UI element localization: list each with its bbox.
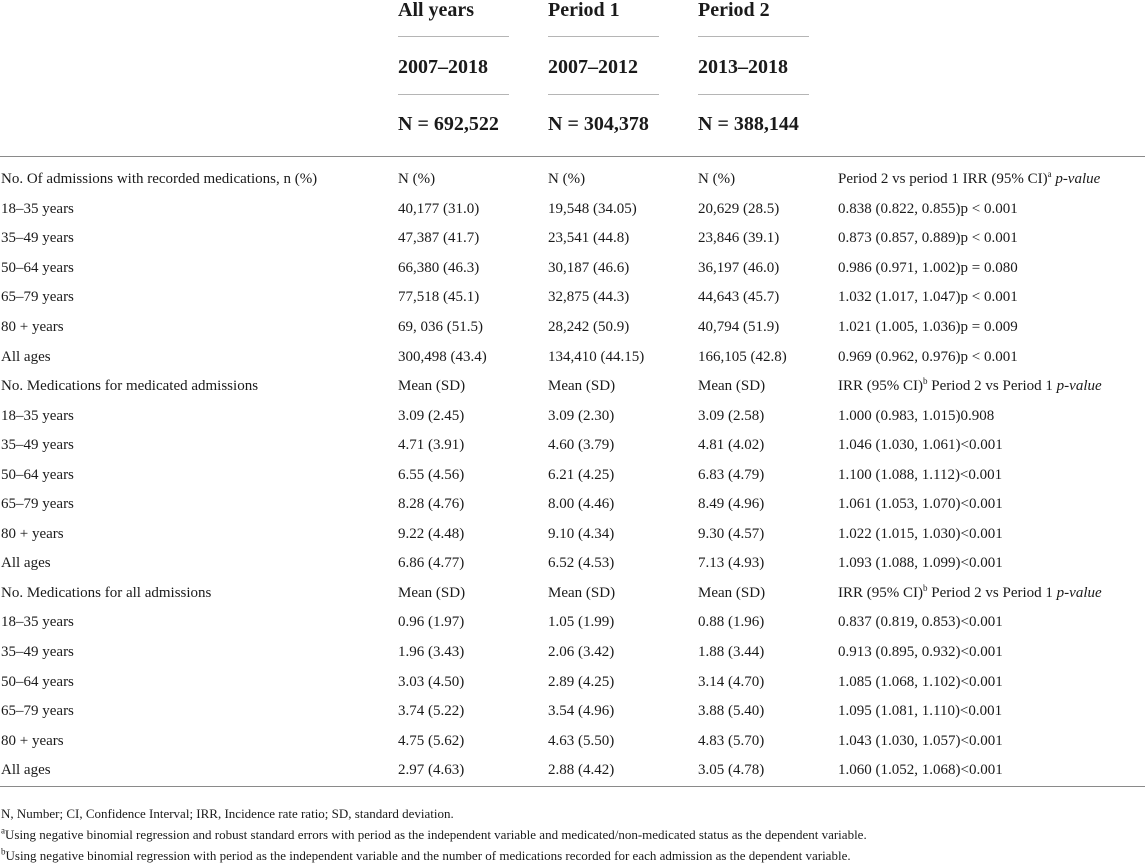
row-label: 18–35 years	[1, 614, 74, 631]
footnote-b-mark: b	[1, 846, 6, 857]
irr-header-text: Period 2 vs Period 1	[927, 584, 1057, 601]
row-label: 80 + years	[1, 732, 64, 749]
footnote-ref: b	[923, 582, 928, 593]
period1-value: 2.89 (4.25)	[548, 673, 615, 690]
period1-value: 32,875 (44.3)	[548, 289, 630, 306]
period1-value: 30,187 (46.6)	[548, 259, 630, 276]
period1-value: 28,242 (50.9)	[548, 319, 630, 335]
row-label: 35–49 years	[1, 230, 74, 247]
header-period2-n: N = 388,144	[698, 113, 799, 135]
all-years-value: 47,387 (41.7)	[398, 230, 480, 247]
irr-value: 1.022 (1.015, 1.030)<0.001	[838, 525, 1003, 542]
period2-value: 166,105 (42.8)	[698, 348, 787, 365]
period2-value: 4.83 (5.70)	[698, 732, 765, 749]
irr-value: 1.061 (1.053, 1.070)<0.001	[838, 496, 1003, 513]
all-years-value: 0.96 (1.97)	[398, 614, 465, 631]
table-row	[0, 756, 1145, 786]
irr-header-text: IRR (95% CI)	[838, 378, 923, 395]
row-label: 35–49 years	[1, 437, 74, 454]
period2-value: 7.13 (4.93)	[698, 555, 765, 572]
all-years-value: 3.03 (4.50)	[398, 673, 465, 690]
header-divider	[698, 94, 809, 95]
column-measure: N (%)	[398, 171, 436, 188]
section-header-row	[0, 372, 1145, 402]
table-row	[0, 667, 1145, 697]
header-all-years-period: 2007–2018	[398, 56, 488, 78]
all-years-value: 4.71 (3.91)	[398, 437, 465, 454]
footnote-ref: a	[1047, 169, 1052, 180]
section-label: No. Medications for all admissions	[1, 584, 212, 601]
irr-value: 1.021 (1.005, 1.036)p = 0.009	[838, 319, 1018, 335]
row-label: All ages	[1, 762, 51, 779]
header-all-years-title: All years	[398, 0, 475, 21]
irr-column-header	[838, 579, 1145, 609]
header-period1-period: 2007–2012	[548, 56, 638, 78]
irr-value: 1.043 (1.030, 1.057)<0.001	[838, 732, 1003, 749]
period1-value: 134,410 (44.15)	[548, 348, 645, 365]
period1-value: 4.63 (5.50)	[548, 732, 615, 749]
footnote-ref: b	[923, 376, 928, 387]
table-row	[0, 254, 1145, 284]
all-years-value: 66,380 (46.3)	[398, 259, 480, 276]
irr-value: 1.100 (1.088, 1.112)<0.001	[838, 466, 1003, 483]
table-row	[0, 342, 1145, 372]
period2-value: 1.88 (3.44)	[698, 644, 765, 661]
header-period1-n: N = 304,378	[548, 113, 649, 135]
table-row	[0, 520, 1145, 550]
column-measure: Mean (SD)	[548, 584, 616, 601]
all-years-value: 3.09 (2.45)	[398, 407, 465, 424]
irr-column-header	[838, 372, 1145, 402]
period1-value: 6.52 (4.53)	[548, 555, 615, 572]
irr-value: 1.000 (0.983, 1.015)0.908	[838, 407, 995, 424]
period2-value: 44,643 (45.7)	[698, 289, 780, 306]
period2-value: 9.30 (4.57)	[698, 525, 765, 542]
period2-value: 20,629 (28.5)	[698, 200, 780, 217]
header-period2-title: Period 2	[698, 0, 770, 21]
all-years-value: 8.28 (4.76)	[398, 496, 465, 513]
row-label: 65–79 years	[1, 289, 74, 306]
data-table	[0, 165, 1145, 785]
section-label: No. Of admissions with recorded medications, n (%)	[1, 171, 318, 188]
table-row	[0, 490, 1145, 520]
row-label: All ages	[1, 555, 51, 572]
row-label: 50–64 years	[1, 673, 74, 690]
table-row	[0, 195, 1145, 225]
column-measure: Mean (SD)	[398, 378, 466, 395]
irr-value: 1.046 (1.030, 1.061)<0.001	[838, 437, 1003, 454]
period2-value: 3.09 (2.58)	[698, 407, 765, 424]
irr-value: 1.085 (1.068, 1.102)<0.001	[838, 673, 1003, 690]
table-bottom-rule	[0, 786, 1145, 787]
column-measure: Mean (SD)	[398, 584, 466, 601]
footnote-a	[1, 824, 867, 845]
table-row	[0, 283, 1145, 313]
irr-value: 0.838 (0.822, 0.855)p < 0.001	[838, 200, 1018, 217]
footnote-a-mark: a	[1, 825, 5, 836]
p-value-label: p-value	[1056, 378, 1102, 395]
period1-value: 2.06 (3.42)	[548, 644, 615, 661]
footnote-b-text: Using negative binomial regression with period as the independent variable and the number of medications recorded for each admission as the dependent variable.	[5, 848, 851, 863]
irr-value: 1.032 (1.017, 1.047)p < 0.001	[838, 289, 1018, 306]
irr-value: 0.873 (0.857, 0.889)p < 0.001	[838, 230, 1018, 247]
table-row	[0, 697, 1145, 727]
table-row	[0, 608, 1145, 638]
row-label: 18–35 years	[1, 407, 74, 424]
period2-value: 3.88 (5.40)	[698, 703, 765, 720]
footnote-a-text: Using negative binomial regression and robust standard errors with period as the independent variable and medicated/non-medicated status as the dependent variable.	[5, 827, 867, 842]
period2-value: 3.14 (4.70)	[698, 673, 765, 690]
irr-value: 0.986 (0.971, 1.002)p = 0.080	[838, 259, 1018, 276]
table-row	[0, 313, 1145, 343]
table-row	[0, 431, 1145, 461]
all-years-value: 6.86 (4.77)	[398, 555, 465, 572]
header-rule	[0, 156, 1145, 157]
table-row	[0, 549, 1145, 579]
row-label: 80 + years	[1, 525, 64, 542]
header-period2-period: 2013–2018	[698, 56, 788, 78]
header-divider	[698, 36, 809, 37]
header-divider	[398, 94, 509, 95]
period2-value: 23,846 (39.1)	[698, 230, 780, 247]
table-row	[0, 726, 1145, 756]
header-divider	[548, 36, 659, 37]
period1-value: 1.05 (1.99)	[548, 614, 615, 631]
all-years-value: 77,518 (45.1)	[398, 289, 480, 306]
irr-value: 0.913 (0.895, 0.932)<0.001	[838, 644, 1003, 661]
section-label: No. Medications for medicated admissions	[1, 378, 259, 395]
section-header-row	[0, 165, 1145, 195]
row-label: 65–79 years	[1, 496, 74, 513]
irr-header-text: Period 2 vs Period 1	[927, 378, 1057, 395]
period2-value: 4.81 (4.02)	[698, 437, 765, 454]
footnote-abbreviations: N, Number; CI, Confidence Interval; IRR, Incidence rate ratio; SD, standard deviation.	[1, 806, 454, 821]
row-label: 65–79 years	[1, 703, 74, 720]
row-label: 35–49 years	[1, 644, 74, 661]
all-years-value: 300,498 (43.4)	[398, 348, 487, 365]
header-all-years-n: N = 692,522	[398, 113, 499, 135]
period1-value: 3.09 (2.30)	[548, 407, 615, 424]
column-measure: Mean (SD)	[698, 378, 766, 395]
all-years-value: 3.74 (5.22)	[398, 703, 465, 720]
period1-value: 4.60 (3.79)	[548, 437, 615, 454]
period2-value: 8.49 (4.96)	[698, 496, 765, 513]
period1-value: 6.21 (4.25)	[548, 466, 615, 483]
all-years-value: 1.96 (3.43)	[398, 644, 465, 661]
period2-value: 36,197 (46.0)	[698, 259, 780, 276]
row-label: 50–64 years	[1, 466, 74, 483]
all-years-value: 69, 036 (51.5)	[398, 319, 483, 335]
all-years-value: 2.97 (4.63)	[398, 762, 465, 779]
p-value-label: p-value	[1055, 171, 1101, 188]
header-divider	[548, 94, 659, 95]
period2-value: 3.05 (4.78)	[698, 762, 765, 779]
all-years-value: 6.55 (4.56)	[398, 466, 465, 483]
table-header	[0, 0, 1145, 148]
table-row	[0, 401, 1145, 431]
section-header-row	[0, 579, 1145, 609]
period1-value: 2.88 (4.42)	[548, 762, 615, 779]
row-label: 80 + years	[1, 319, 64, 335]
column-measure: Mean (SD)	[698, 584, 766, 601]
data-table-body	[0, 165, 1145, 785]
table-row	[0, 638, 1145, 668]
row-label: All ages	[1, 348, 51, 365]
period2-value: 0.88 (1.96)	[698, 614, 765, 631]
row-label: 50–64 years	[1, 259, 74, 276]
period1-value: 3.54 (4.96)	[548, 703, 615, 720]
irr-value: 1.093 (1.088, 1.099)<0.001	[838, 555, 1003, 572]
p-value-label: p-value	[1056, 584, 1102, 601]
period1-value: 19,548 (34.05)	[548, 200, 637, 217]
period2-value: 40,794 (51.9)	[698, 319, 780, 335]
column-measure: Mean (SD)	[548, 378, 616, 395]
all-years-value: 40,177 (31.0)	[398, 200, 480, 217]
all-years-value: 9.22 (4.48)	[398, 525, 465, 542]
column-measure: N (%)	[548, 171, 586, 188]
period2-value: 6.83 (4.79)	[698, 466, 765, 483]
period1-value: 8.00 (4.46)	[548, 496, 615, 513]
footnote-b	[1, 845, 867, 866]
column-measure: N (%)	[698, 171, 736, 188]
irr-header-text: IRR (95% CI)	[838, 584, 923, 601]
row-label: 18–35 years	[1, 200, 74, 217]
irr-value: 0.837 (0.819, 0.853)<0.001	[838, 614, 1003, 631]
irr-value: 1.095 (1.081, 1.110)<0.001	[838, 703, 1003, 720]
table-row	[0, 224, 1145, 254]
irr-column-header	[838, 165, 1145, 195]
table-row	[0, 460, 1145, 490]
footnotes	[1, 803, 867, 866]
period1-value: 23,541 (44.8)	[548, 230, 630, 247]
all-years-value: 4.75 (5.62)	[398, 732, 465, 749]
period1-value: 9.10 (4.34)	[548, 525, 615, 542]
header-divider	[398, 36, 509, 37]
header-period1-title: Period 1	[548, 0, 620, 21]
irr-header-text: Period 2 vs period 1 IRR (95% CI)	[838, 171, 1048, 188]
irr-value: 0.969 (0.962, 0.976)p < 0.001	[838, 348, 1018, 365]
irr-value: 1.060 (1.052, 1.068)<0.001	[838, 762, 1003, 779]
